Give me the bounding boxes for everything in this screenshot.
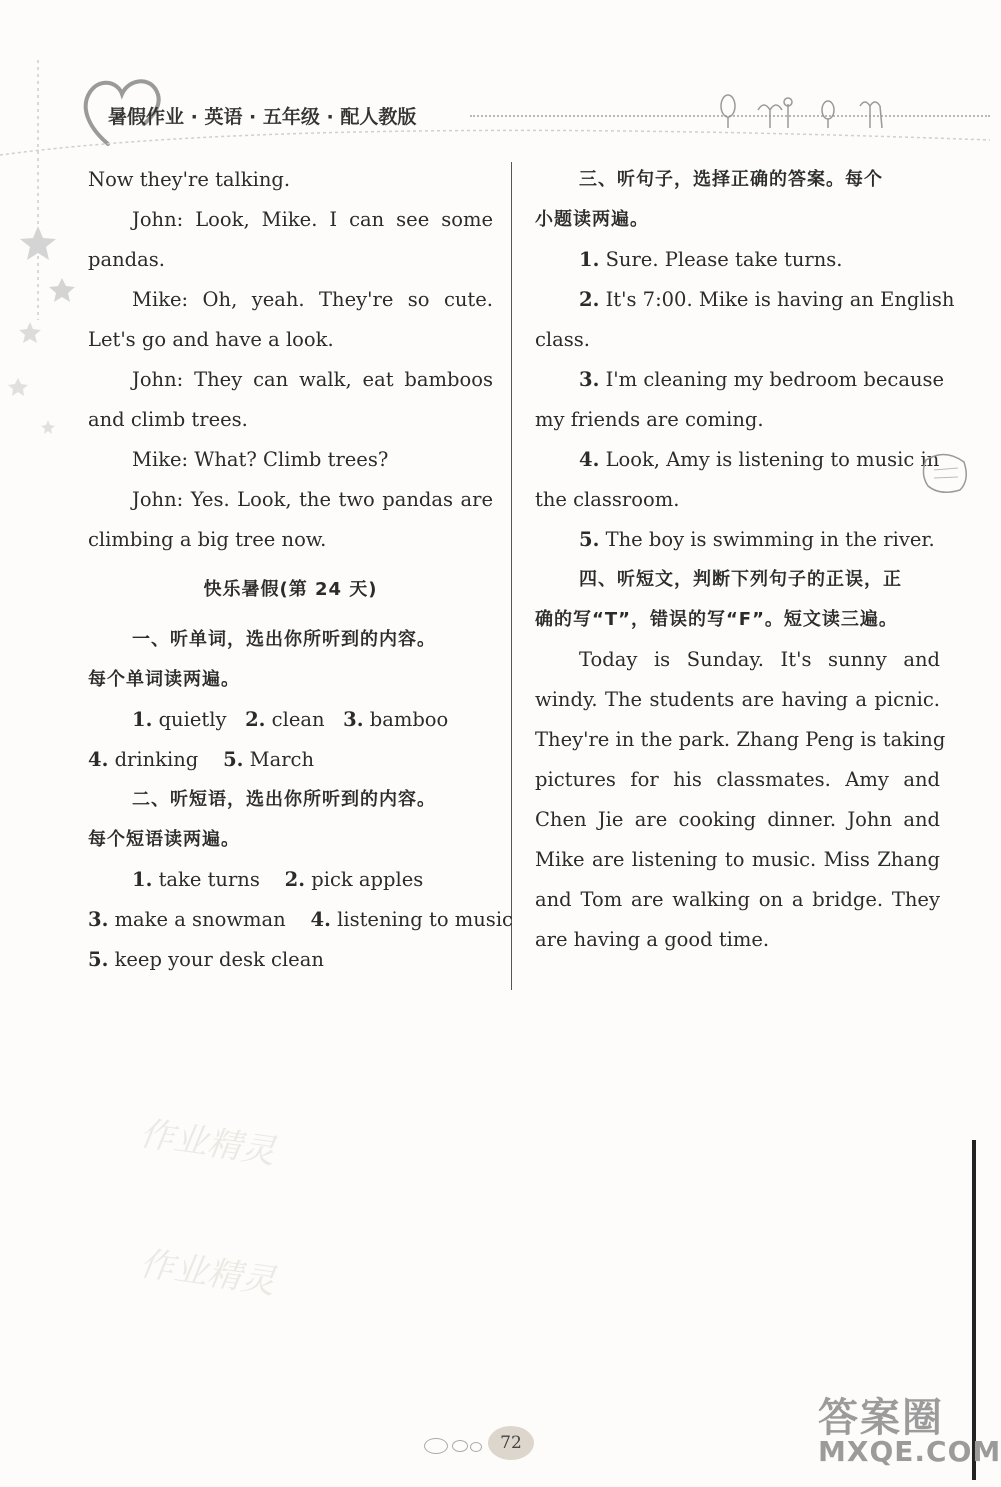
text-line: pandas. [88, 248, 165, 271]
stamp-icon [920, 450, 970, 495]
passage-line: windy. The students are having a picnic. [535, 688, 940, 711]
section-1-title-cont: 每个单词读两遍。 [88, 669, 240, 690]
section-4-title: 四、听短文，判断下列句子的正误，正 [579, 569, 902, 590]
watermark-logo: 答案圈 [818, 1395, 944, 1441]
item-number: 2. [284, 868, 306, 891]
circle-decoration [470, 1442, 482, 1452]
text-line: John: They can walk, eat bamboos [132, 368, 493, 391]
star-icon [8, 378, 28, 396]
passage-line: are having a good time. [535, 928, 770, 951]
list-line [535, 360, 945, 400]
item-text: pick apples [311, 868, 424, 891]
item-number: 3. [579, 368, 600, 391]
left-column [88, 160, 513, 980]
passage-line: They're in the park. Zhang Peng is taking [535, 728, 946, 751]
item-text: March [249, 748, 315, 771]
section-2-title-cont: 每个短语读两遍。 [88, 829, 240, 850]
item-text: make a snowman [114, 908, 286, 931]
text-line: and climb trees. [88, 408, 248, 431]
star-icon [41, 420, 55, 434]
section-3-title-cont: 小题读两遍。 [535, 209, 649, 230]
passage-line: Today is Sunday. It's sunny and [579, 648, 940, 671]
list-line [88, 900, 513, 940]
list-line [535, 240, 940, 280]
column-divider [511, 162, 512, 990]
text-line: class. [535, 328, 590, 351]
star-decoration [0, 0, 90, 1000]
item-text: It's 7:00. Mike is having an English [605, 288, 955, 311]
item-text: keep your desk clean [114, 948, 324, 971]
item-text: clean [271, 708, 325, 731]
item-text: quietly [158, 708, 227, 731]
item-text: drinking [114, 748, 199, 771]
item-text: Sure. Please take turns. [605, 248, 843, 271]
item-number: 5. [579, 528, 600, 551]
item-number: 4. [310, 908, 331, 931]
item-number: 3. [343, 708, 364, 731]
text-line: Let's go and have a look. [88, 328, 334, 351]
list-line [88, 700, 493, 740]
item-number: 5. [88, 948, 109, 971]
star-icon [19, 322, 41, 343]
list-line [88, 740, 493, 780]
circle-decoration [424, 1438, 448, 1454]
passage-line: Mike are listening to music. Miss Zhang [535, 848, 940, 871]
list-line [535, 440, 940, 480]
item-number: 2. [579, 288, 600, 311]
passage-line: Chen Jie are cooking dinner. John and [535, 808, 940, 831]
faint-mark: 作业精灵 [137, 1243, 278, 1303]
site-watermark [818, 1395, 1001, 1468]
circle-decoration [452, 1440, 468, 1452]
item-text: bamboo [369, 708, 449, 731]
list-line [88, 940, 493, 980]
faint-mark: 作业精灵 [137, 1113, 278, 1173]
watermark-url: MXQE.COM [818, 1435, 1001, 1468]
text-line: John: Yes. Look, the two pandas are [132, 488, 493, 511]
section-1-title: 一、听单词，选出你所听到的内容。 [132, 629, 436, 650]
item-number: 4. [88, 748, 109, 771]
text-line: Now they're talking. [88, 168, 291, 191]
section-3-title: 三、听句子，选择正确的答案。每个 [579, 169, 883, 190]
item-number: 5. [223, 748, 244, 771]
item-number: 3. [88, 908, 109, 931]
list-line [88, 860, 493, 900]
item-number: 1. [132, 708, 153, 731]
item-number: 2. [245, 708, 266, 731]
item-number: 4. [579, 448, 600, 471]
list-line [535, 280, 955, 320]
star-icon [49, 278, 75, 302]
item-number: 1. [579, 248, 600, 271]
passage-line: pictures for his classmates. Amy and [535, 768, 940, 791]
passage-line: and Tom are walking on a bridge. They [535, 888, 940, 911]
text-line: the classroom. [535, 488, 680, 511]
header-title: 暑假作业 · 英语 · 五年级 · 配人教版 [108, 106, 417, 128]
page-number: 72 [488, 1426, 534, 1460]
item-text: I'm cleaning my bedroom because [605, 368, 945, 391]
text-line: my friends are coming. [535, 408, 764, 431]
text-line: John: Look, Mike. I can see some [132, 208, 493, 231]
item-text: take turns [158, 868, 260, 891]
right-column [535, 160, 955, 960]
item-text: Look, Amy is listening to music in [605, 448, 940, 471]
section-4-title-cont: 确的写“T”，错误的写“F”。短文读三遍。 [535, 609, 898, 630]
section-2-title: 二、听短语，选出你所听到的内容。 [132, 789, 436, 810]
item-text: The boy is swimming in the river. [605, 528, 935, 551]
day-title: 快乐暑假(第 24 天) [203, 579, 378, 600]
list-line [535, 520, 940, 560]
item-text: listening to music [337, 908, 513, 931]
text-line: Mike: What? Climb trees? [132, 448, 389, 471]
text-line: Mike: Oh, yeah. They're so cute. [132, 288, 493, 311]
star-icon [20, 226, 56, 260]
item-number: 1. [132, 868, 153, 891]
text-line: climbing a big tree now. [88, 528, 327, 551]
